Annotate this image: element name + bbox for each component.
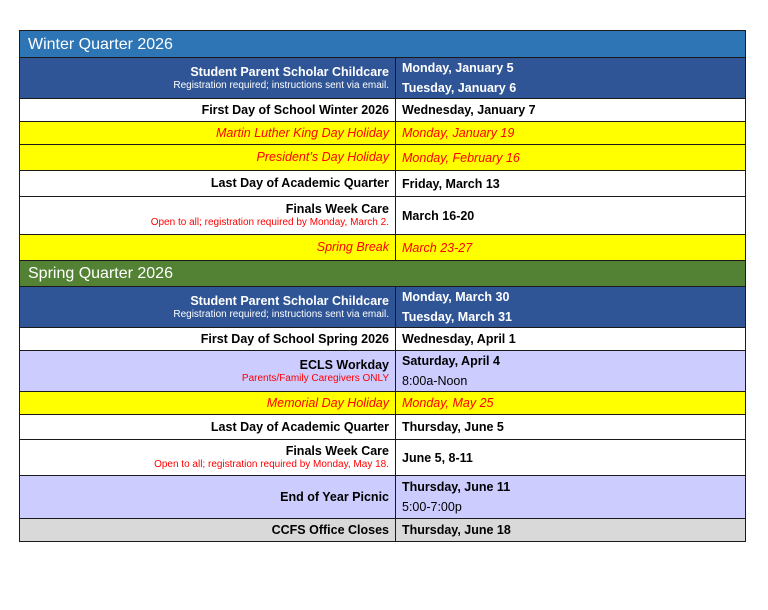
event-date: Monday, January 5 [402,61,514,75]
event-date: Thursday, June 11 [402,480,511,494]
date-cell [396,122,746,145]
event-row [20,440,746,476]
event-date: 5:00-7:00p [402,500,462,514]
date-cell [396,235,746,261]
event-name: Spring Break [316,240,389,254]
event-date: Thursday, June 5 [402,420,504,434]
date-cell [396,392,746,415]
event-row [20,415,746,440]
event-cell [20,122,396,145]
event-row [20,197,746,235]
event-name: Student Parent Scholar Childcare [190,64,389,79]
event-name: President’s Day Holiday [256,150,389,164]
event-cell [20,440,396,476]
calendar-table [19,30,746,542]
event-name: ECLS Workday [299,357,389,372]
event-date: Tuesday, January 6 [402,81,517,95]
date-cell [396,415,746,440]
event-note: Registration required; instructions sent via email. [173,308,389,320]
date-cell [396,99,746,122]
event-row [20,171,746,197]
event-note: Open to all; registration required by Monday, March 2. [150,217,389,228]
event-row [20,122,746,145]
event-date: Monday, February 16 [402,150,520,165]
event-cell [20,519,396,542]
event-date: Friday, March 13 [402,176,500,191]
event-name: Finals Week Care [285,202,389,216]
event-row [20,328,746,351]
date-cell [396,287,746,328]
section-title: Spring Quarter 2026 [20,261,746,287]
event-date: 8:00a-Noon [402,374,468,388]
event-date: Thursday, June 18 [402,523,511,537]
event-row [20,392,746,415]
event-name: Memorial Day Holiday [266,395,389,410]
section-title: Winter Quarter 2026 [20,31,746,58]
event-note: Open to all; registration required by Monday, May 18. [154,459,389,470]
date-cell [396,58,746,99]
event-date: March 16-20 [402,208,475,223]
event-row [20,476,746,519]
date-cell [396,145,746,171]
event-date: Wednesday, January 7 [402,103,536,117]
date-cell [396,197,746,235]
event-cell [20,235,396,261]
event-cell [20,328,396,351]
event-cell [20,392,396,415]
event-cell [20,476,396,519]
event-name: CCFS Office Closes [271,522,389,537]
event-name: End of Year Picnic [280,489,389,504]
event-cell [20,99,396,122]
winter-quarter-header [20,31,746,58]
date-cell [396,171,746,197]
event-date: Monday, March 30 [402,290,510,304]
event-cell [20,197,396,235]
event-date: Saturday, April 4 [402,354,500,368]
event-row [20,58,746,99]
date-cell [396,440,746,476]
event-name: Last Day of Academic Quarter [210,176,389,190]
event-cell [20,58,396,99]
date-cell [396,519,746,542]
event-row [20,99,746,122]
event-date: Monday, May 25 [402,396,494,410]
event-row [20,519,746,542]
date-cell [396,351,746,392]
event-cell [20,171,396,197]
event-cell [20,145,396,171]
spring-quarter-header [20,261,746,287]
event-row [20,145,746,171]
event-date: Wednesday, April 1 [402,332,516,346]
event-name: Last Day of Academic Quarter [210,419,389,434]
date-cell [396,476,746,519]
event-name: Finals Week Care [285,444,389,458]
event-cell [20,351,396,392]
date-cell [396,328,746,351]
event-cell [20,415,396,440]
event-date: March 23-27 [402,240,473,255]
event-date: Monday, January 19 [402,126,515,140]
event-row [20,235,746,261]
event-name: Martin Luther King Day Holiday [216,125,389,140]
event-row [20,351,746,392]
event-date: Tuesday, March 31 [402,310,512,324]
event-note: Registration required; instructions sent via email. [173,79,389,91]
calendar-body [20,31,746,542]
event-name: First Day of School Winter 2026 [201,102,389,117]
event-name: First Day of School Spring 2026 [200,331,389,346]
event-cell [20,287,396,328]
event-row [20,287,746,328]
event-note: Parents/Family Caregivers ONLY [241,372,389,384]
event-date: June 5, 8-11 [402,450,473,465]
event-name: Student Parent Scholar Childcare [190,293,389,308]
